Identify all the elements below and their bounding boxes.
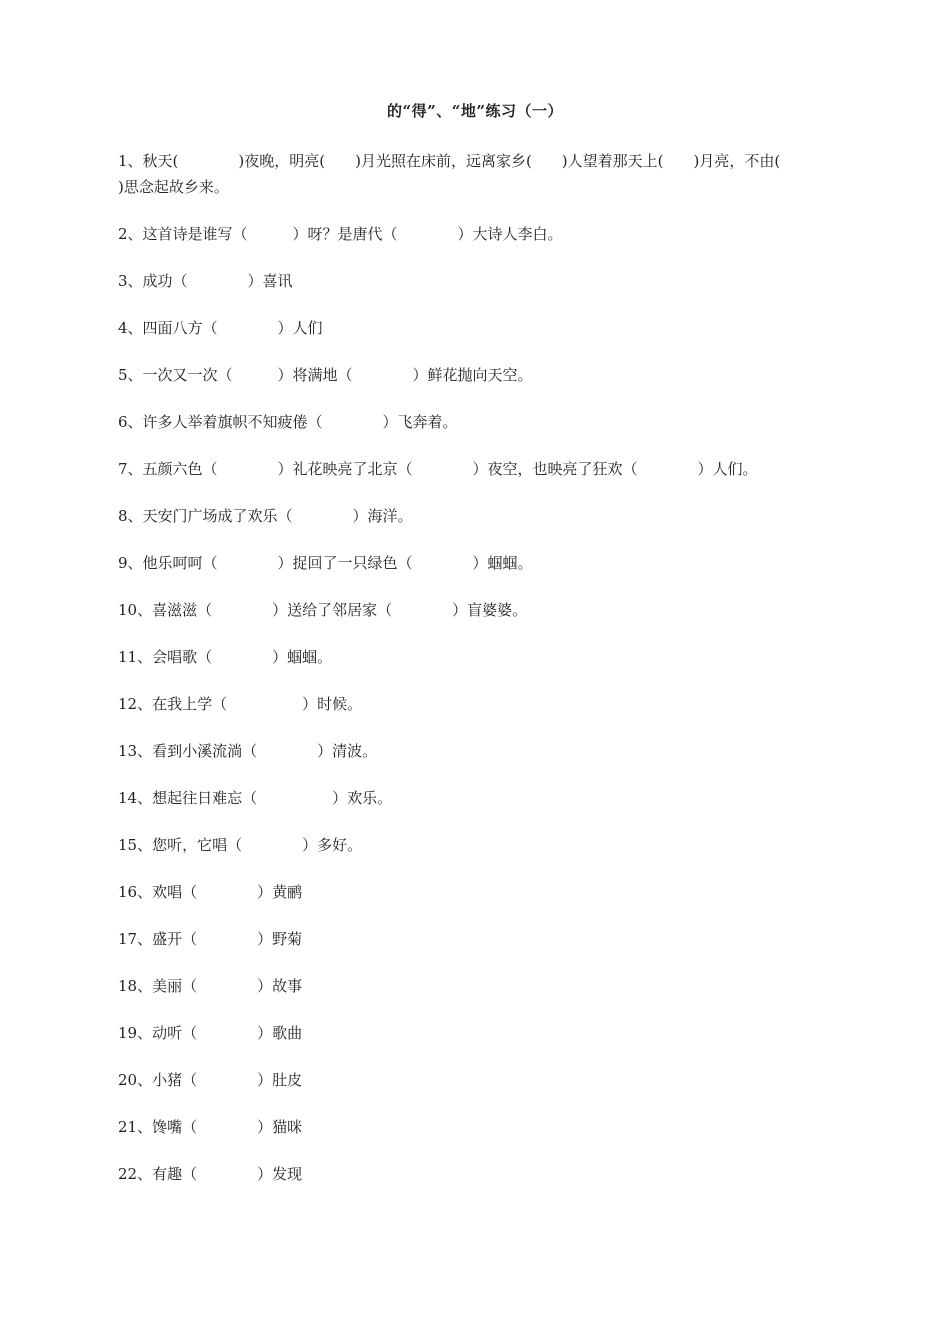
question-item: 7、五颜六色（ ）礼花映亮了北京（ ）夜空，也映亮了狂欢（ ）人们。: [118, 460, 758, 478]
question-item: 5、一次又一次（ ）将满地（ ）鲜花抛向天空。: [118, 366, 533, 384]
question-item: 9、他乐呵呵（ ）捉回了一只绿色（ ）蝈蝈。: [118, 554, 533, 572]
question-item: 16、欢唱（ ）黄鹂: [118, 883, 303, 901]
question-item: 15、您听，它唱（ ）多好。: [118, 836, 363, 854]
question-item: 19、动听（ ）歌曲: [118, 1024, 303, 1042]
question-item: 18、美丽（ ）故事: [118, 977, 303, 995]
question-item: 8、天安门广场成了欢乐（ ）海洋。: [118, 507, 413, 525]
question-item: 10、喜滋滋（ ）送给了邻居家（ ）盲婆婆。: [118, 601, 528, 619]
question-item: 12、在我上学（ ）时候。: [118, 695, 363, 713]
question-item: 17、盛开（ ）野菊: [118, 930, 303, 948]
question-item: 13、看到小溪流淌（ ）清波。: [118, 742, 378, 760]
question-item: 3、成功（ ）喜讯: [118, 272, 293, 290]
question-item: 2、这首诗是谁写（ ）呀？是唐代（ ）大诗人李白。: [118, 225, 563, 243]
question-item: 21、馋嘴（ ）猫咪: [118, 1118, 303, 1136]
question-list: [118, 148, 841, 1208]
question-item: 20、小猪（ ）肚皮: [118, 1071, 303, 1089]
question-item: 11、会唱歌（ ）蝈蝈。: [118, 648, 333, 666]
question-item: 1、秋天( )夜晚，明亮( )月光照在床前，远离家乡( )人望着那天上( )月亮，不由( )思念起故乡来。: [118, 152, 841, 196]
question-item: 4、四面八方（ ）人们: [118, 319, 323, 337]
question-item: 6、许多人举着旗帜不知疲倦（ ）飞奔着。: [118, 413, 458, 431]
question-item: 22、有趣（ ）发现: [118, 1165, 303, 1183]
worksheet-title: 的“得”、“地”练习（一）: [386, 102, 563, 120]
question-item: 14、想起往日难忘（ ）欢乐。: [118, 789, 393, 807]
